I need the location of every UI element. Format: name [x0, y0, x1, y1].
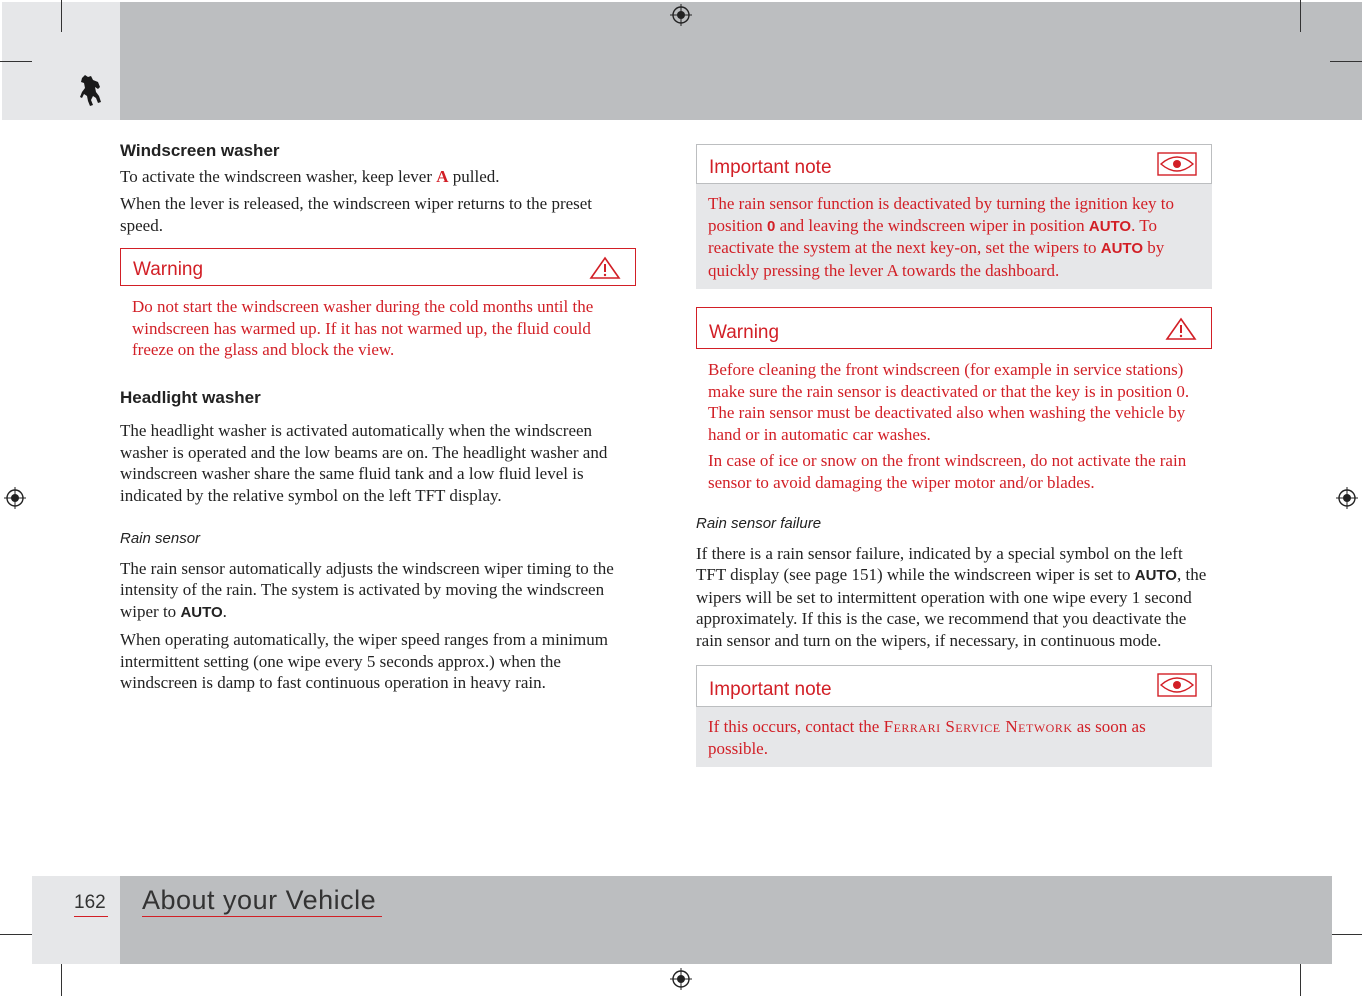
warning-body	[696, 349, 1212, 493]
subheading-rain-sensor: Rain sensor	[120, 530, 201, 547]
eye-icon	[1157, 152, 1197, 176]
auto-label: AUTO	[180, 603, 223, 621]
warning-header	[696, 307, 1212, 349]
note-title: Important note	[709, 679, 832, 700]
crop-mark	[0, 61, 32, 62]
auto-label: AUTO	[1088, 217, 1132, 235]
registration-mark-icon	[670, 968, 692, 990]
paragraph	[120, 166, 636, 188]
registration-mark-icon	[1336, 487, 1358, 509]
text: The rain sensor function is deactivated by turning the ignition key to position	[708, 194, 1174, 235]
auto-label: AUTO	[1100, 240, 1143, 257]
text: by quickly pressing the lever A towards the dashboard.	[708, 238, 1165, 280]
paragraph	[120, 558, 636, 624]
text: pulled.	[448, 166, 500, 186]
warning-body	[120, 286, 636, 361]
text: If this occurs, contact the	[708, 717, 884, 736]
warning-box	[120, 248, 636, 361]
text: as soon as possible.	[708, 717, 1146, 758]
text: To activate the windscreen washer, keep lever	[120, 166, 437, 186]
registration-mark-icon	[670, 4, 692, 26]
header-band	[120, 2, 1306, 120]
warning-text: In case of ice or snow on the front windscreen, do not activate the rain sensor to avoid damaging the wiper motor and/or blades.	[708, 451, 1187, 492]
heading-headlight-washer: Headlight washer	[120, 387, 261, 407]
note-header	[696, 144, 1212, 184]
paragraph: When the lever is released, the windscreen wiper returns to the preset speed.	[120, 194, 593, 235]
position-value: 0	[767, 217, 776, 235]
crop-mark	[61, 0, 62, 32]
warning-text: Before cleaning the front windscreen (for example in service stations) make sure the rain sensor is deactivated or that the key is in position 0. The rain sensor must be deactivated also when washing the vehicle by hand or in automatic car washes.	[708, 360, 1190, 444]
note-body	[696, 707, 1212, 767]
warning-title: Warning	[709, 322, 780, 343]
paragraph	[696, 543, 1212, 652]
crop-mark	[1330, 934, 1362, 935]
registration-mark-icon	[4, 487, 26, 509]
right-column	[696, 144, 1212, 767]
text: . To reactivate the system at the next key-on, set the wipers to	[708, 215, 1157, 257]
service-network-name: Ferrari Service Network	[883, 717, 1073, 736]
important-note-box	[696, 144, 1212, 289]
warning-triangle-icon	[589, 256, 621, 280]
warning-box	[696, 307, 1212, 493]
warning-header	[120, 248, 636, 286]
crop-mark	[0, 934, 32, 935]
text: .	[222, 601, 227, 621]
text: , the wipers will be set to intermittent operation with one wipe every 1 second approximately. If this is the case, we recommend that you deactivate the rain sensor and turn on the wipers, if necessary, in continuous mode.	[696, 565, 1207, 650]
crop-mark	[1330, 61, 1362, 62]
prancing-horse-logo	[76, 74, 104, 108]
warning-title: Warning	[133, 259, 204, 280]
crop-mark	[61, 964, 62, 996]
note-header	[696, 665, 1212, 707]
left-column	[120, 140, 636, 700]
crop-mark	[1300, 964, 1301, 996]
crop-mark	[1300, 0, 1301, 32]
page-number: 162	[74, 892, 108, 917]
paragraph: When operating automatically, the wiper speed ranges from a minimum intermittent setting (one wipe every 5 seconds approx.) when the windscreen is damp to fast continuous operation in heavy rain.	[120, 630, 608, 692]
footer-left-panel	[32, 876, 120, 964]
heading-windscreen-washer: Windscreen washer	[120, 141, 280, 160]
lever-label: A	[436, 166, 449, 186]
eye-icon	[1157, 673, 1197, 697]
note-title: Important note	[709, 157, 832, 178]
text: The rain sensor automatically adjusts the windscreen wiper timing to the intensity of the rain. The system is activated by moving the windscreen wiper to	[120, 558, 614, 621]
text: If there is a rain sensor failure, indicated by a special symbol on the left TFT display (see page 151) while the windscreen wiper is set to	[696, 543, 1183, 584]
text: and leaving the windscreen wiper in position	[775, 215, 1089, 235]
auto-label: AUTO	[1134, 567, 1177, 584]
paragraph: The headlight washer is activated automatically when the windscreen washer is operated and the low beams are on. The headlight washer and windscreen washer share the same fluid tank and a low fluid level is indicated by the relative symbol on the left TFT display.	[120, 421, 608, 505]
subheading-rain-sensor-failure: Rain sensor failure	[696, 515, 822, 532]
warning-triangle-icon	[1165, 317, 1197, 341]
warning-text: Do not start the windscreen washer during the cold months until the windscreen has warmed up. If it has not warmed up, the fluid could freeze on the glass and block the view.	[132, 297, 594, 359]
section-title: About your Vehicle	[142, 884, 382, 917]
note-body	[696, 184, 1212, 289]
important-note-box	[696, 665, 1212, 767]
